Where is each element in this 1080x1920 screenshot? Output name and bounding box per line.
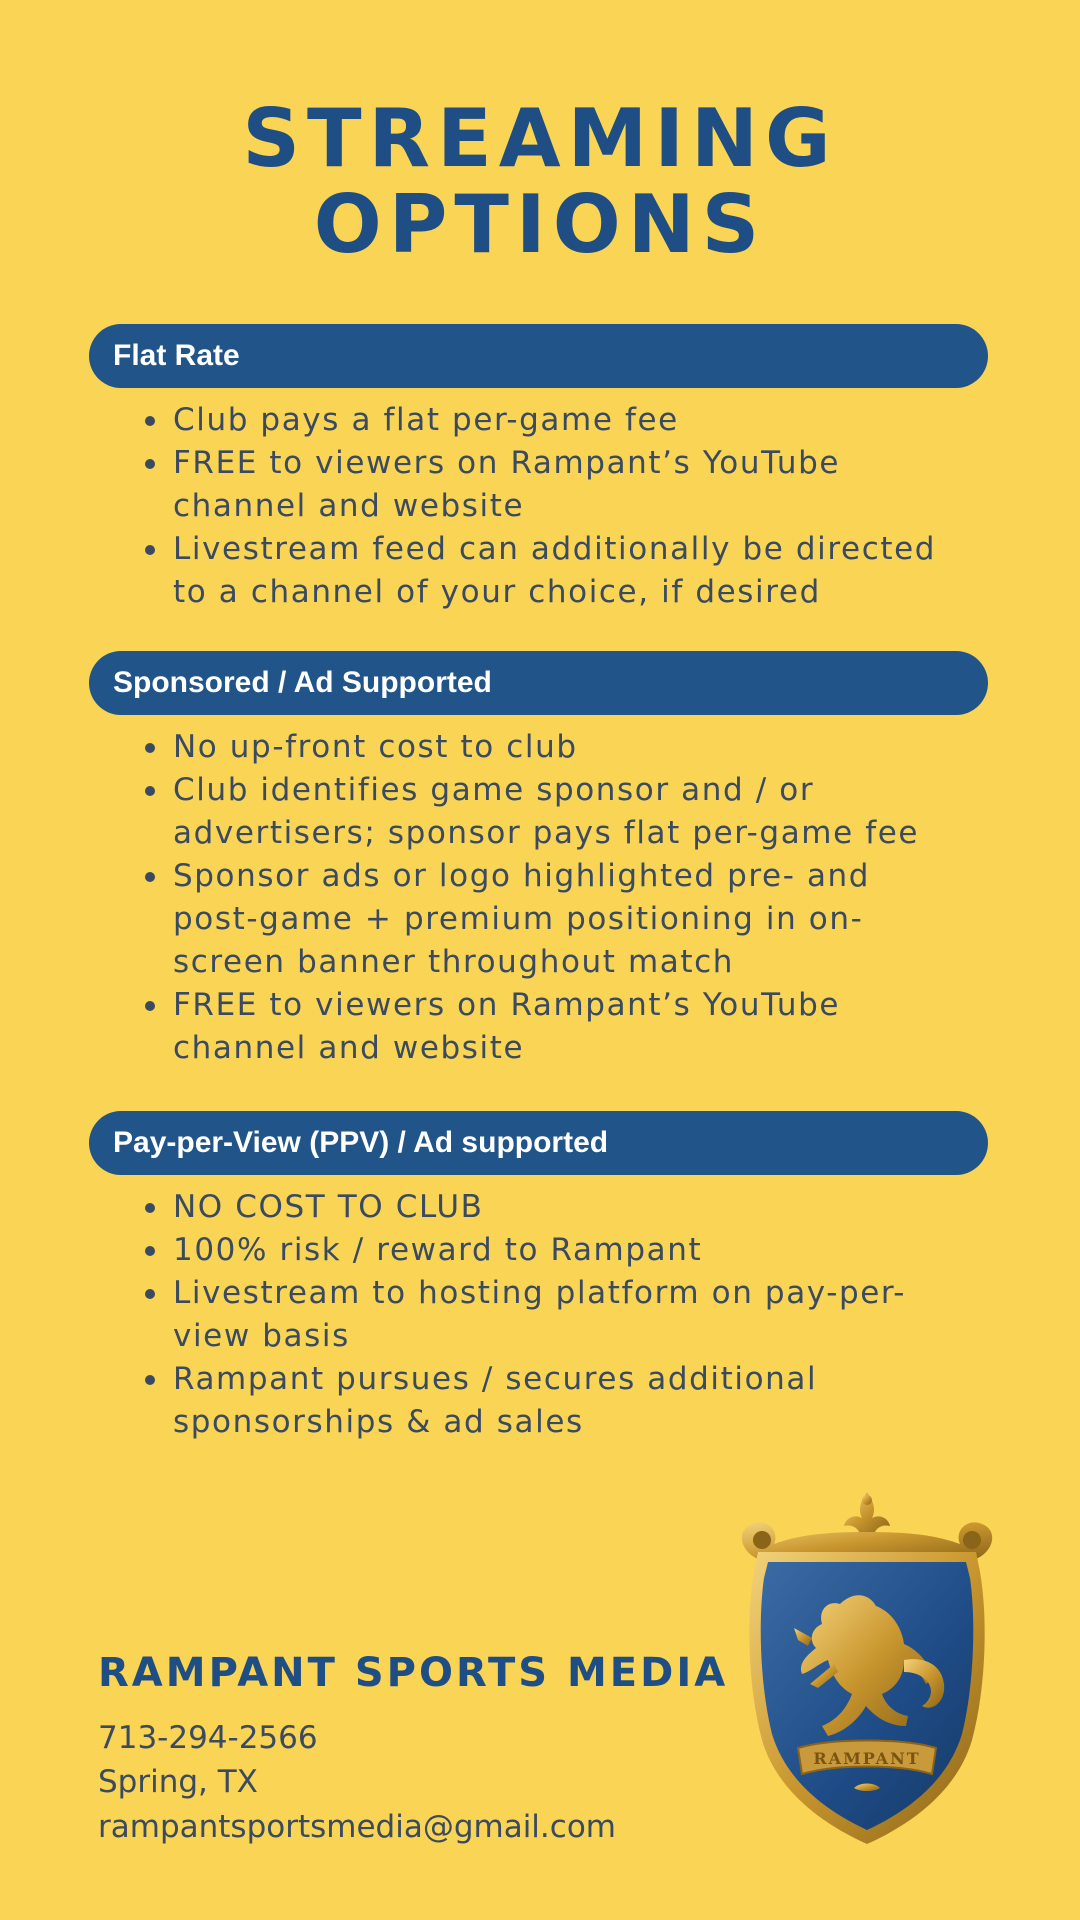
- list-item: No up-front cost to club: [173, 726, 988, 769]
- page-title-line-1: STREAMING: [242, 92, 838, 185]
- section-flat-rate: [89, 324, 988, 614]
- list-item: FREE to viewers on Rampant’s YouTube channel and website: [173, 442, 988, 528]
- list-item: Livestream feed can additionally be directed to a channel of your choice, if desired: [173, 528, 988, 614]
- section-header-pay-per-view: Pay-per-View (PPV) / Ad supported: [89, 1111, 988, 1175]
- sponsored-list: [89, 726, 988, 1070]
- page-title-line-2: OPTIONS: [313, 178, 767, 271]
- list-item: Sponsor ads or logo highlighted pre- and post-game + premium positioning in on- screen banner throughout match: [173, 855, 988, 984]
- contact-phone[interactable]: 713-294-2566: [98, 1720, 318, 1756]
- list-item: 100% risk / reward to Rampant: [173, 1229, 988, 1272]
- pay-per-view-list: [89, 1186, 988, 1444]
- lion-crest-logo-icon: [736, 1488, 998, 1848]
- contact-location: Spring, TX: [98, 1764, 258, 1800]
- list-item: NO COST TO CLUB: [173, 1186, 988, 1229]
- list-item: Club pays a flat per-game fee: [173, 399, 988, 442]
- contact-email[interactable]: rampantsportsmedia@gmail.com: [98, 1809, 616, 1845]
- list-item: Rampant pursues / secures additional sponsorships & ad sales: [173, 1358, 988, 1444]
- section-header-sponsored: Sponsored / Ad Supported: [89, 651, 988, 715]
- svg-text:RAMPANT: RAMPANT: [813, 1749, 921, 1768]
- list-item: Livestream to hosting platform on pay-per- view basis: [173, 1272, 988, 1358]
- section-pay-per-view: [89, 1111, 988, 1444]
- brand-name: RAMPANT SPORTS MEDIA: [98, 1650, 729, 1696]
- section-header-flat-rate: Flat Rate: [89, 324, 988, 388]
- list-item: Club identifies game sponsor and / or advertisers; sponsor pays flat per-game fee: [173, 769, 988, 855]
- section-sponsored: [89, 651, 988, 1070]
- page-title: [0, 92, 1080, 271]
- list-item: FREE to viewers on Rampant’s YouTube channel and website: [173, 984, 988, 1070]
- flat-rate-list: [89, 399, 988, 614]
